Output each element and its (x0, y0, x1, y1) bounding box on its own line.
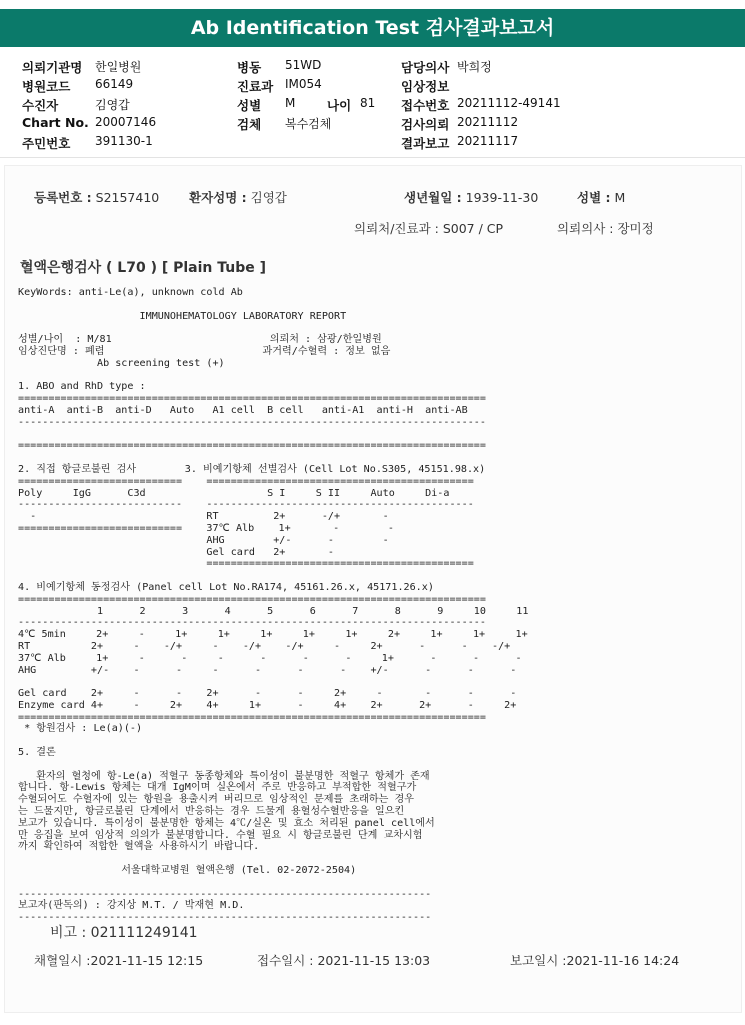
collection-time (34, 951, 203, 969)
birth-date-value: 1939-11-30 (465, 190, 539, 205)
requesting-doctor (557, 219, 654, 237)
report-line (18, 853, 528, 865)
note (50, 922, 198, 942)
report-line: ============================================================================= (18, 440, 486, 452)
birth-date-label: 생년월일 : (404, 190, 462, 205)
receipt-time (257, 951, 430, 969)
report-text (18, 287, 528, 924)
report-time-label: 보고일시 : (510, 953, 567, 968)
report-line: 37℃ Alb 1+ - - - - - - 1+ - - - (18, 652, 522, 664)
report-line: 2. 직접 항글로불린 검사 3. 비예기항체 선별검사 (Cell Lot No.S305, 45151.98.x) (18, 463, 486, 475)
report-line: Gel card 2+ - (18, 546, 335, 558)
specimen-value: 복수검체 (285, 117, 332, 131)
collection-time-label: 채혈일시 : (34, 953, 91, 968)
org-label: 의뢰기관명 (22, 60, 83, 75)
report-line: 는 드물지만, 항글로불린 단계에서 반응하는 경우 드물게 용혈성수혈반응을 일으킨 (18, 806, 405, 818)
report-line (18, 877, 528, 889)
report-line: IMMUNOHEMATOLOGY LABORATORY REPORT (18, 310, 347, 322)
report-line: 수혈되어도 수혈자에 있는 항원을 용출시켜 버리므로 임상적인 문제를 초래하는 경우 (18, 794, 414, 806)
dept-value: IM054 (285, 77, 322, 91)
report-line: -------------------------------------------------------------------- (18, 888, 432, 900)
section-title: 혈액은행검사 ( L70 ) [ Plain Tube ] (20, 260, 267, 276)
report-line: --------------------------- -------------------------------------------- (18, 499, 474, 511)
reg-no-value: S2157410 (95, 190, 160, 205)
report-line: 4. 비예기항체 동정검사 (Panel cell Lot No.RA174, 45161.26.x, 45171.26.x) (18, 581, 434, 593)
requesting-doctor-label: 의뢰의사 : (557, 221, 614, 236)
requesting-dept-value: S007 / CP (442, 221, 504, 236)
patient-name-label: 환자성명 : (189, 190, 247, 205)
dept-label: 진료과 (237, 79, 274, 94)
specimen-label: 검체 (237, 117, 262, 132)
requesting-doctor-value: 장미정 (617, 221, 654, 236)
receiver-label: 수진자 (22, 98, 59, 113)
report-line (18, 676, 528, 688)
id-value: 391130-1 (95, 134, 153, 148)
accession-value: 20211112-49141 (457, 96, 561, 110)
report-line: AHG +/- - - (18, 534, 389, 546)
report-line: 까지 확인하여 적합한 혈액을 사용하시기 바랍니다. (18, 841, 260, 853)
report-line: ============================================================================= (18, 711, 486, 723)
report-time (510, 951, 679, 969)
report-line: ----------------------------------------------------------------------------- (18, 416, 486, 428)
report-line (18, 570, 528, 582)
receipt-time-label: 접수일시 : (257, 953, 314, 968)
report-line: Enzyme card 4+ - 2+ 4+ 1+ - 4+ 2+ 2+ - 2+ (18, 699, 517, 711)
report-line: Ab screening test (+) (18, 357, 225, 369)
report-line: ----------------------------------------------------------------------------- (18, 617, 486, 629)
report-line: 1 2 3 4 5 6 7 8 9 10 11 (18, 605, 529, 617)
birth-date (404, 188, 538, 206)
report-date-value: 20211117 (457, 134, 519, 148)
report-line: 성별/나이 : M/81 의뢰처 : 삼광/한일병원 (18, 334, 382, 346)
request-label: 검사의뢰 (401, 117, 450, 132)
report-line: =========================== ============================================ (18, 475, 474, 487)
report-line: - RT 2+ -/+ - (18, 511, 389, 523)
note-label: 비고 : (50, 925, 87, 941)
report-line (18, 759, 528, 771)
report-line: 만 응집을 보여 임상적 의의가 불분명합니다. 수혈 필요 시 항글로불린 단계 교차시험 (18, 829, 423, 841)
patient-sex-value: M (614, 190, 626, 205)
report-line: 임상진단명 : 폐렴 과거력/수혈력 : 정보 없음 (18, 345, 391, 357)
ward-label: 병동 (237, 60, 262, 75)
sex-value: M (285, 96, 296, 110)
hosp-code-label: 병원코드 (22, 79, 71, 94)
report-line (18, 322, 528, 334)
report-time-value: 2021-11-16 14:24 (566, 953, 680, 968)
report-line (18, 452, 528, 464)
org-value: 한일병원 (95, 60, 142, 74)
hosp-code-value: 66149 (95, 77, 134, 91)
doctor-value: 박희정 (457, 60, 492, 74)
report-line: 서울대학교병원 혈액은행 (Tel. 02-2072-2504) (18, 865, 357, 877)
header-divider (0, 157, 745, 158)
report-line: AHG +/- - - - - - - +/- - - - (18, 664, 517, 676)
requesting-dept-label: 의뢰처/진료과 : (354, 221, 439, 236)
report-date-label: 결과보고 (401, 136, 450, 151)
reg-no (34, 188, 159, 206)
report-line: -------------------------------------------------------------------- (18, 912, 432, 924)
report-line (18, 429, 528, 441)
ward-value: 51WD (285, 58, 322, 72)
doctor-label: 담당의사 (401, 60, 450, 75)
report-line: * 항원검사 : Le(a)(-) (18, 723, 143, 735)
report-line (18, 299, 528, 311)
requesting-dept (354, 219, 503, 237)
report-line: 5. 결론 (18, 747, 56, 759)
report-line: RT 2+ - -/+ - -/+ -/+ - 2+ - - -/+ (18, 640, 511, 652)
report-line: 1. ABO and RhD type : (18, 381, 146, 393)
id-label: 주민번호 (22, 136, 71, 151)
report-line: =========================== 37℃ Alb 1+ - - (18, 522, 394, 534)
report-line (18, 370, 528, 382)
patient-sex (577, 188, 625, 206)
report-line: 4℃ 5min 2+ - 1+ 1+ 1+ 1+ 1+ 2+ 1+ 1+ 1+ (18, 629, 528, 641)
patient-sex-label: 성별 : (577, 190, 611, 205)
chart-label: Chart No. (22, 115, 89, 130)
report-title: Ab Identification Test 검사결과보고서 (0, 9, 745, 47)
age-label: 나이 (327, 98, 352, 113)
report-line: Poly IgG C3d S I S II Auto Di-a (18, 487, 450, 499)
report-line: 합니다. 항-Lewis 항체는 대개 IgM이며 실온에서 주로 반응하고 부적합한 적혈구가 (18, 782, 417, 794)
report-line: 환자의 혈청에 항-Le(a) 적혈구 동종항체와 특이성이 불분명한 적혈구 항체가 존재 (18, 770, 430, 782)
clinical-label: 임상정보 (401, 79, 450, 94)
patient-name (189, 188, 287, 206)
report-line: 보고자(판독의) : 강지상 M.T. / 박재현 M.D. (18, 900, 245, 912)
report-line: KeyWords: anti-Le(a), unknown cold Ab (18, 287, 243, 298)
report-line (18, 735, 528, 747)
accession-label: 접수번호 (401, 98, 450, 113)
report-line: anti-A anti-B anti-D Auto A1 cell B cell anti-A1 anti-H anti-AB (18, 404, 468, 416)
sex-label: 성별 (237, 98, 262, 113)
report-line: Gel card 2+ - - 2+ - - 2+ - - - - (18, 688, 517, 700)
reg-no-label: 등록번호 : (34, 190, 92, 205)
report-line: ============================================================================= (18, 593, 486, 605)
report-line: 보고가 있습니다. 특이성이 불분명한 항체는 4℃/실온 및 효소 처리된 panel cell에서 (18, 817, 435, 829)
note-value: 021111249141 (90, 925, 198, 941)
chart-value: 20007146 (95, 115, 157, 129)
receipt-time-value: 2021-11-15 13:03 (317, 953, 431, 968)
report-line: ============================================================================= (18, 393, 486, 405)
collection-time-value: 2021-11-15 12:15 (90, 953, 204, 968)
age-value: 81 (360, 96, 376, 110)
request-value: 20211112 (457, 115, 519, 129)
patient-name-value: 김영갑 (250, 190, 287, 205)
receiver-value: 김영갑 (95, 98, 130, 112)
report-line: ============================================ (18, 558, 474, 570)
